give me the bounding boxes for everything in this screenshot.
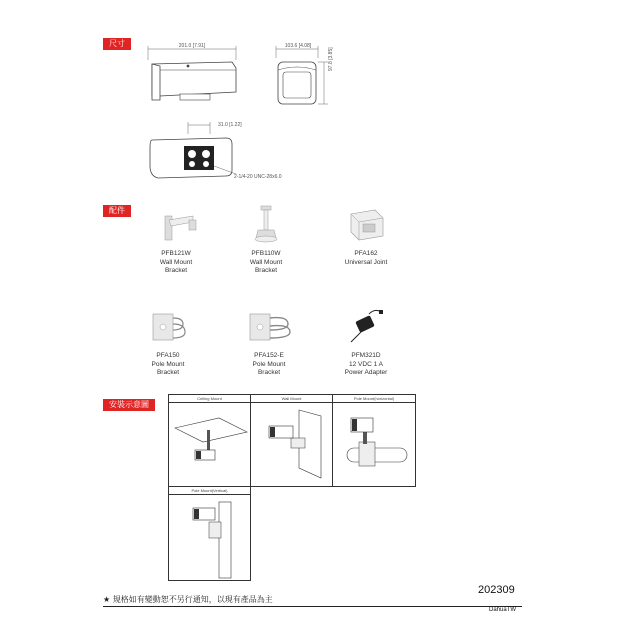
accessory-desc-line1: Wall Mount	[249, 258, 283, 266]
front-height-dimension-label: 97.8 [3.85]	[328, 47, 334, 71]
accessory-model: PFA150	[156, 352, 180, 359]
accessory-desc-line1: Wall Mount	[159, 258, 193, 266]
document-code: 202309	[478, 584, 515, 596]
accessory-pfa150	[128, 306, 208, 378]
section-tag-dimensions: 尺寸	[103, 38, 131, 50]
footer-brand: DahuaTW	[489, 607, 517, 613]
accessory-desc-line1: Universal Joint	[344, 258, 388, 266]
accessory-pfm321d	[326, 306, 406, 378]
accessory-desc-line2: Bracket	[156, 369, 180, 376]
accessory-pfb110w	[226, 206, 306, 276]
footer-divider	[103, 606, 522, 607]
accessory-desc-line1: Pole Mount	[252, 360, 286, 368]
accessory-model: PFA152-E	[254, 352, 284, 359]
accessory-model: PFB121W	[161, 250, 191, 257]
section-tag-installation: 安裝示意圖	[103, 399, 155, 411]
accessory-model: PFM321D	[351, 352, 381, 359]
accessory-model: PFB110W	[251, 250, 281, 257]
ceiling-mount-illustration	[169, 404, 252, 488]
accessory-pfa152-e	[229, 306, 309, 378]
camera-side-view-drawing	[140, 40, 250, 108]
accessory-desc-line2: Bracket	[164, 267, 188, 274]
width-dimension-label: 201.0 [7.91]	[178, 43, 206, 49]
accessory-desc-line1: 12 VDC 1 A	[349, 360, 383, 368]
power-adapter-icon	[341, 306, 391, 348]
universal-joint-icon	[341, 206, 391, 246]
installation-title: Pole Mount(Vertical)	[169, 487, 250, 495]
screw-dimension-label: 2-1/4-20 UNC-28x6.0	[234, 174, 282, 180]
accessory-desc-line2: Bracket	[257, 369, 281, 376]
installation-wall-mount	[250, 394, 333, 487]
installation-title: Ceiling Mount	[169, 395, 250, 403]
pendant-wall-bracket-icon	[241, 206, 291, 246]
wall-mount-bracket-icon	[151, 206, 201, 246]
accessory-pfb121w	[136, 206, 216, 276]
installation-title: Wall Mount	[251, 395, 332, 403]
installation-pole-mount-vertical	[168, 486, 251, 581]
accessory-model: PFA162	[354, 250, 378, 257]
section-tag-accessories: 配件	[103, 205, 131, 217]
front-width-dimension-label: 103.6 [4.08]	[284, 43, 312, 49]
footer-disclaimer: ★ 規格如有變動恕不另行通知，以現有產品為主	[103, 595, 273, 604]
installation-title: Pole Mount(horizontal)	[333, 395, 415, 403]
pole-mount-clamp-icon	[244, 306, 294, 348]
pole-mount-vertical-illustration	[169, 496, 252, 582]
accessory-desc-line2: Bracket	[254, 267, 278, 274]
pole-mount-horizontal-illustration	[333, 404, 417, 488]
accessory-desc-line1: Pole Mount	[151, 360, 185, 368]
pole-mount-plate-icon	[143, 306, 193, 348]
accessory-pfa162	[326, 206, 406, 267]
camera-bottom-view-drawing	[140, 116, 282, 188]
installation-pole-mount-horizontal	[332, 394, 416, 487]
wall-mount-illustration	[251, 404, 334, 488]
installation-ceiling-mount	[168, 394, 251, 487]
bottom-width-dimension-label: 31.0 [1.22]	[218, 122, 242, 128]
accessory-desc-line2: Power Adapter	[344, 369, 388, 376]
